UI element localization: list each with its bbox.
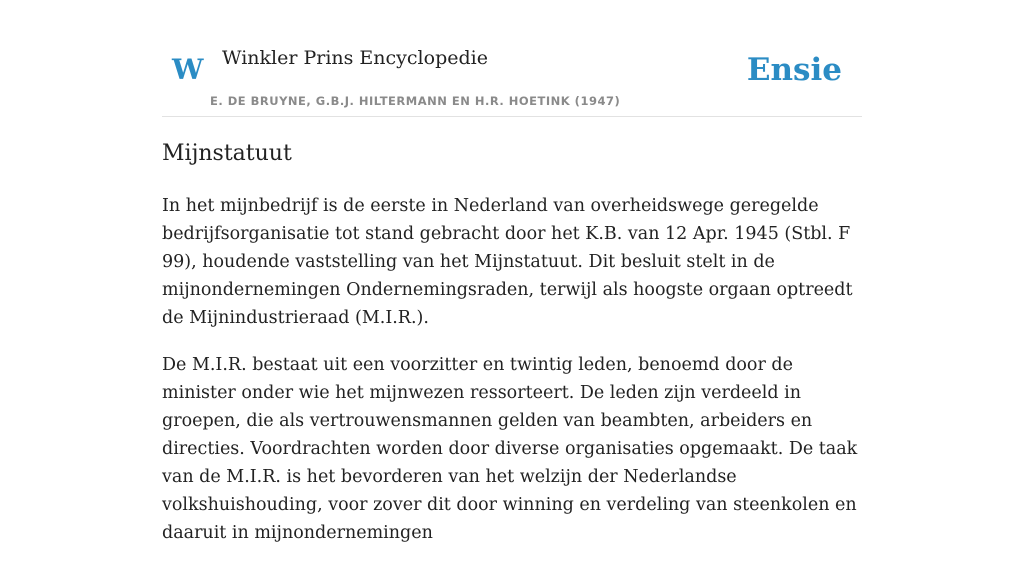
ensie-logo-link[interactable]: Ensie	[746, 52, 842, 88]
site-header	[162, 0, 862, 117]
winkler-prins-logo-icon[interactable]: W	[172, 53, 204, 86]
article-title: Mijnstatuut	[162, 141, 292, 166]
article-body	[162, 192, 866, 566]
encyclopedia-authors: E. DE BRUYNE, G.B.J. HILTERMANN EN H.R. HOETINK (1947)	[210, 94, 621, 108]
encyclopedia-title-link[interactable]: Winkler Prins Encyclopedie	[222, 47, 488, 69]
article-paragraph: De M.I.R. bestaat uit een voorzitter en twintig leden, benoemd door de minister onder wie het mijnwezen ressorteert. De leden zijn verdeeld in groepen, die als vertrouwensmannen gelden van beambten, arbeiders en directies. Voordrachten worden door diverse organisaties opgemaakt. De taak van de M.I.R. is het bevorderen van het welzijn der Nederlandse volkshuishouding, voor zover dit door winning en verdeling van steenkolen en daaruit in mijnondernemingen	[162, 355, 858, 543]
article-paragraph: In het mijnbedrijf is de eerste in Nederland van overheidswege geregelde bedrijfsorganisatie tot stand gebracht door het K.B. van 12 Apr. 1945 (Stbl. F 99), houdende vaststelling van het Mijnstatuut. Dit besluit stelt in de mijnondernemingen Ondernemingsraden, terwijl als hoogste orgaan optreedt de Mijnindustrieraad (M.I.R.).	[162, 196, 853, 328]
